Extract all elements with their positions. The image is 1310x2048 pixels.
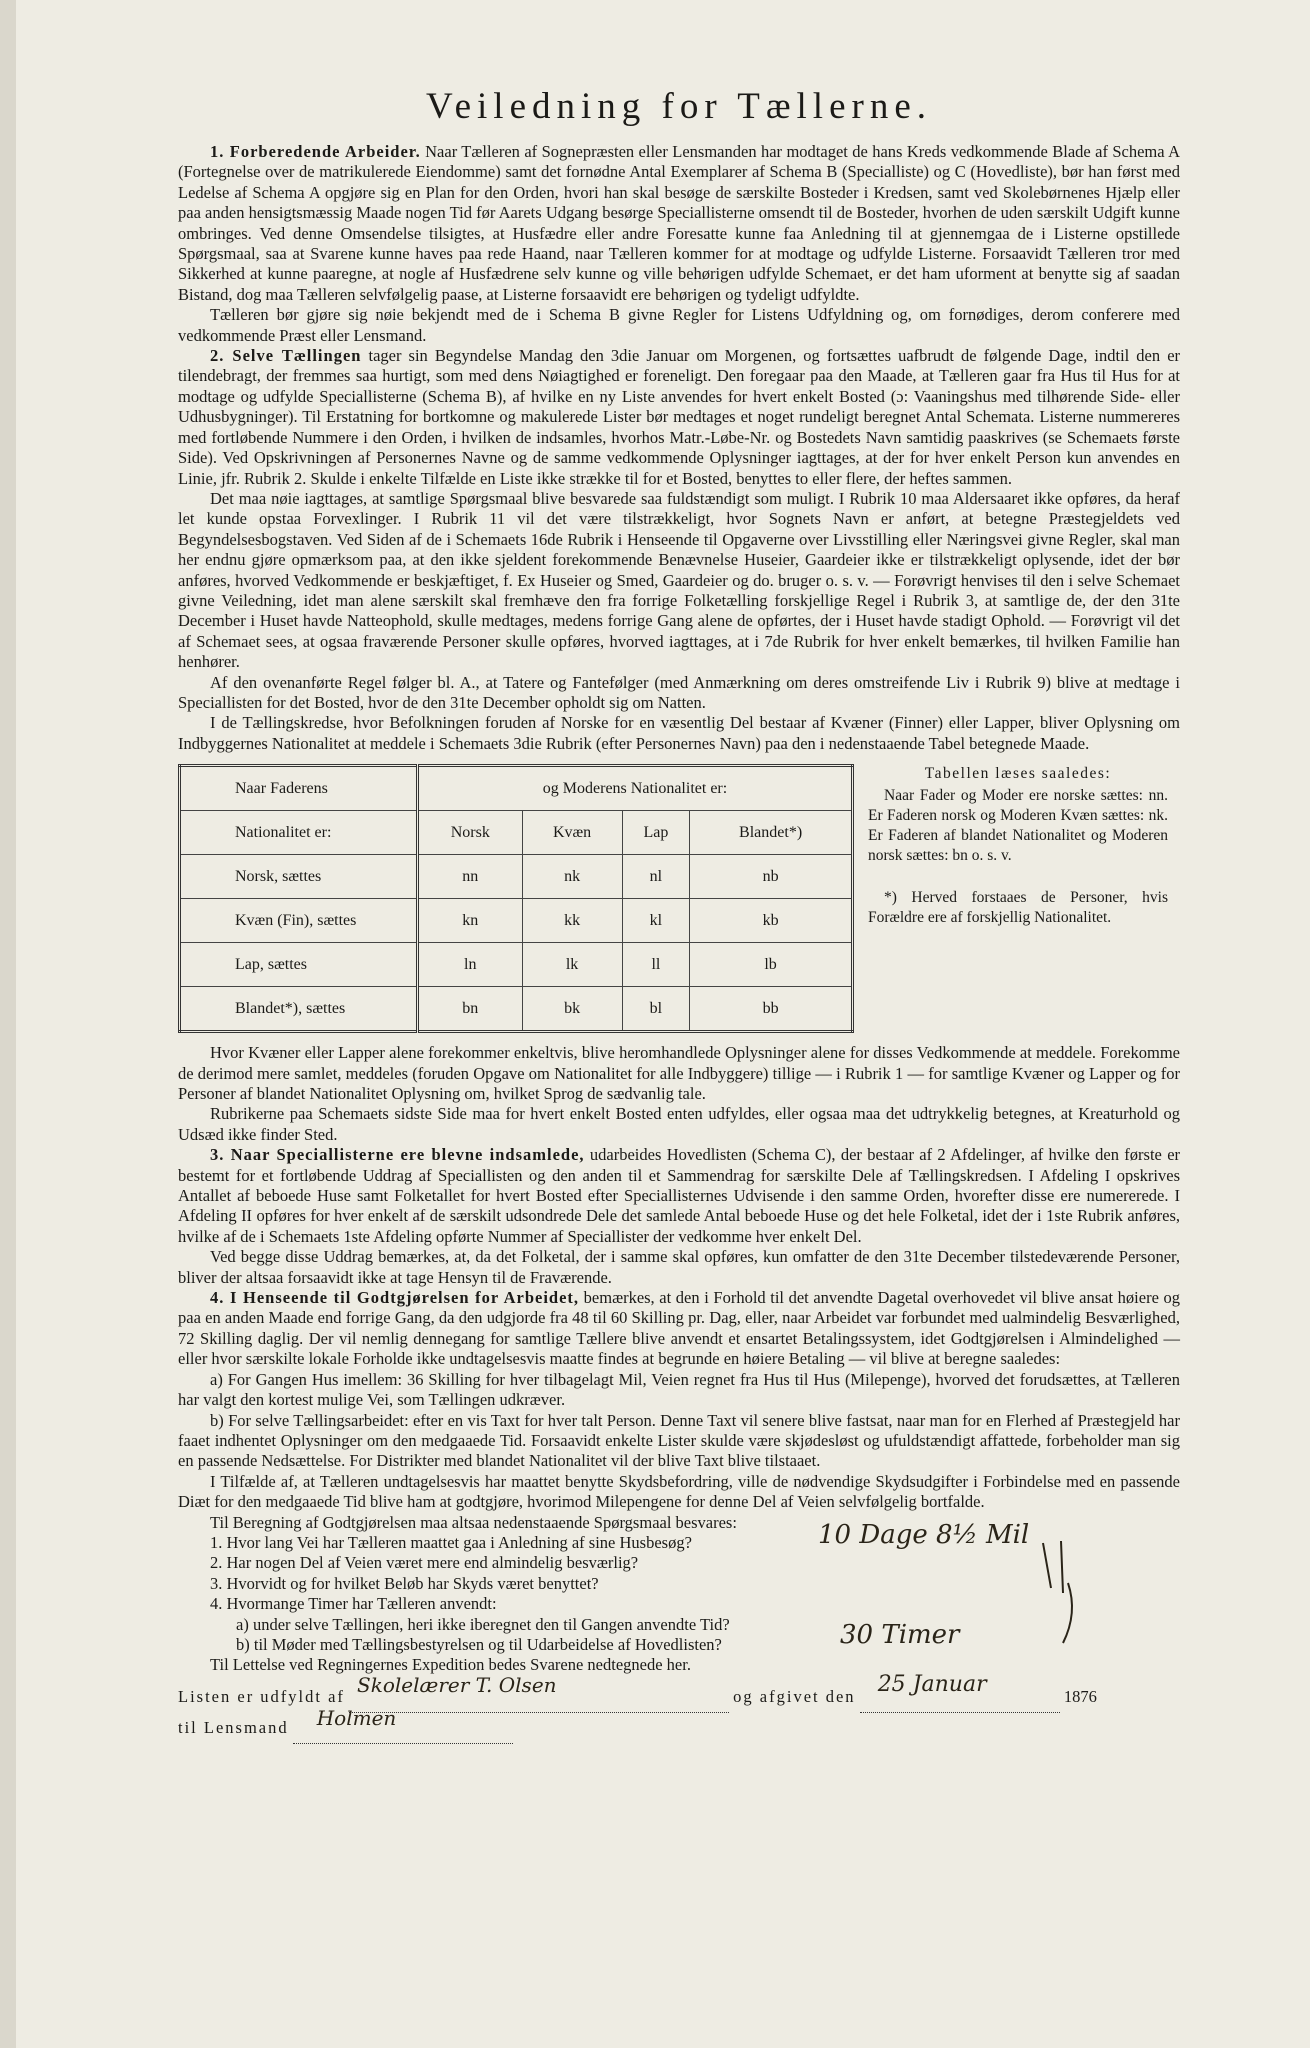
table-col-header: Norsk [418, 811, 523, 855]
section-2b-paragraph-2: Rubrikerne paa Schemaets sidste Side maa for hvert enkelt Bosted enten udfyldes, eller ogsaa maa det udtrykkelig betegnes, at Kreaturhold og Udsæd ikke finder Sted. [178, 1104, 1180, 1144]
table-note [868, 764, 1168, 1033]
table-note-text: Naar Fader og Moder ere norske sættes: nn. Er Faderen norsk og Moderen Kvæn sættes: nk. Er Faderen af blandet Nationalitet og Moderen norsk sættes: bn o. s. v. [868, 787, 1168, 865]
table-cell: ll [622, 943, 690, 987]
table-head-right: og Moderens Nationalitet er: [418, 766, 853, 811]
section-4-text: bemærkes, at den i Forhold til det anvendte Dagetal overhovedet vil blive ansat høiere og paa en anden Maade end forrige Gang, da den udgjorde fra 48 til 60 Skilling pr. Dag, eller, naar Arbeidet var forbundet med ualmindelig Besværlighed, 72 Skilling daglig. Der vil nemlig dennegang for samtlige Tællere blive anvendt et ensartet Betalingssystem, idet Godtgjørelsen i Almindelighed — eller hvor særskilte lokale Forholde ikke undtagelsesvis maatte findes at begrunde en høiere Betaling — vil blive at beregne saaledes: [178, 1288, 1180, 1369]
table-cell: bk [522, 987, 622, 1032]
footer [178, 1671, 1180, 1744]
section-3-text: udarbeides Hovedlisten (Schema C), der bestaar af 2 Afdelinger, af hvilke den første er bestemt for et fortløbende Uddrag af Speciallisten og den anden til et Sammendrag for særskilte Dele af Tællingskredsen. I Afdeling I opskrives Antallet af beboede Huse samt Folketallet for hvert Bosted efter Speciallisternes Udvisende i den samme Orden, hvorefter disse ere numererede. I Afdeling II opføres for hver enkelt af de særskilt udsondrede Dele det samlede Antal beboede Huse og det hele Folketal, idet der i 1ste Rubrik anføres, hvilke af de i Schemaets 1ste Afdeling opførte Nummer af Speciallister der vedkomme hver enkelt Del. [178, 1145, 1181, 1246]
section-3-paragraph-2: Ved begge disse Uddrag bemærkes, at, da det Folketal, der i samme skal opføres, kun omfatter de den 31te December tilstedeværende Personer, bliver der altsaa forsaavidt ikke at tage Hensyn til de Fraværende. [178, 1247, 1180, 1287]
table-cell: kn [418, 899, 523, 943]
table-cell: kl [622, 899, 690, 943]
table-cell: lk [522, 943, 622, 987]
question-3: 3. Hvorvidt og for hvilket Beløb har Skyds været benyttet? [210, 1573, 599, 1593]
section-2-heading: 2. Selve Tællingen [210, 346, 362, 366]
table-cell: nk [522, 855, 622, 899]
question-4: 4. Hvormange Timer har Tælleren anvendt: [210, 1594, 497, 1614]
table-cell: bl [622, 987, 690, 1032]
table-cell: bb [690, 987, 853, 1032]
footer-year: 1876 [1063, 1686, 1097, 1706]
filled-by-field [349, 1672, 729, 1713]
footer-delivered-label: og afgivet den [733, 1686, 856, 1706]
section-2b-paragraph-1: Hvor Kvæner eller Lapper alene forekommer enkeltvis, blive heromhandlede Oplysninger alene for disses Vedkommende at meddele. Forekomme de derimod mere samlet, meddeles (foruden Opgave om Nationalitet for alle Indbyggere) tillige — i Rubrik 1 — for samtlige Kvæner og Lapper og for Personer af blandet Nationalitet Oplysning om, hvilket Sprog de sædvanlig tale. [178, 1043, 1180, 1103]
section-4-item-a: a) For Gangen Hus imellem: 36 Skilling for hver tilbagelagt Mil, Veien regnet fra Hus til Hus (Milepenge), hvorved det forudsættes, at Tælleren har valgt den kortest mulige Vei, som Tællingen udkræver. [178, 1369, 1180, 1410]
section-2-paragraph-3: Af den ovenanførte Regel følger bl. A., at Tatere og Fantefølger (med Anmærkning om deres omstreifende Liv i Rubrik 9) blive at medtage i Speciallisten for det Bosted, hvor de den 31te December opholdt sig om Natten. [178, 672, 1180, 712]
table-row [180, 987, 853, 1032]
question-1-text: 1. Hvor lang Vei har Tælleren maattet gaa i Anledning af sine Husbesøg? [210, 1532, 692, 1552]
table-head-left-2: Nationalitet er: [180, 811, 418, 855]
section-1-paragraph-1 [178, 142, 1180, 305]
table-cell: bn [418, 987, 523, 1032]
table-col-header: Kvæn [522, 811, 622, 855]
delivery-date-handwriting: 25 Januar [877, 1671, 987, 1697]
table-row [180, 943, 853, 987]
table-col-header: Lap [622, 811, 690, 855]
section-4-paragraph-1 [178, 1288, 1180, 1370]
table-cell: kk [522, 899, 622, 943]
nationality-table-block [178, 764, 1180, 1033]
question-4b-text: b) til Møder med Tællingsbestyrelsen og til Udarbeidelse af Hovedlisten? [236, 1634, 722, 1654]
row-label: Blandet*), sættes [180, 987, 418, 1032]
section-3-heading: 3. Naar Speciallisterne ere blevne indsamlede, [210, 1145, 585, 1165]
lensmand-handwriting: Holmen [316, 1705, 397, 1730]
row-label: Lap, sættes [180, 943, 418, 987]
table-row [180, 899, 853, 943]
row-label: Kvæn (Fin), sættes [180, 899, 418, 943]
answer-4b-handwriting: 30 Timer [840, 1619, 960, 1650]
table-cell: kb [690, 899, 853, 943]
delivery-date-field [860, 1671, 1060, 1713]
table-note-footnote: *) Herved forstaaes de Personer, hvis Forældre ere af forskjellig Nationalitet. [868, 889, 1168, 927]
answer-1-handwriting: 10 Dage 8½ Mil [818, 1519, 1030, 1550]
footer-lensmand-label: til Lensmand [178, 1717, 289, 1737]
scribble-mark-icon [1033, 1533, 1093, 1653]
section-4-heading: 4. I Henseende til Godtgjørelsen for Arbeidet, [210, 1288, 580, 1308]
table-cell: nl [622, 855, 690, 899]
section-3-paragraph-1 [178, 1145, 1180, 1247]
section-4-item-b: b) For selve Tællingsarbeidet: efter en vis Taxt for hver talt Person. Denne Taxt vil senere blive fastsat, naar man for en Flerhed af Præstegjeld har faaet indhentet Oplysninger om den medgaaede Tid. Forsaavidt enkelte Lister skulde være skjødesløst og ufuldstændigt affattede, forbeholder man sig en passende Nedsættelse. For Distrikter med blandet Nationalitet vil der blive Taxt blive tilstaaet. [178, 1410, 1180, 1471]
lensmand-field [293, 1705, 513, 1744]
expedition-note: Til Lettelse ved Regningernes Expedition bedes Svarene nedtegnede her. [210, 1655, 691, 1675]
table-col-header: Blandet*) [690, 811, 853, 855]
section-2-text: tager sin Begyndelse Mandag den 3die Januar om Morgenen, og fortsættes uafbrudt de følgende Dage, indtil den er tilendebragt, der fremmes saa hurtigt, som med dens Nøiagtighed er foreneligt. Den foregaar paa den Maade, at Tælleren gaar fra Hus til Hus for at modtage og udfylde Speciallisterne (Schema B), af hvilke en ny Liste anvendes for hvert enkelt Bosted (ɔ: Vaaningshus med tilhørende Side- eller Udhusbygninger). Til Erstatning for bortkomne og makulerede Lister bør medtages et noget rundeligt beregnet Antal Schemata. Listerne nummereres med fortløbende Nummere i den Orden, i hvilken de indsamles, hvorhos Matr.-Løbe-Nr. og Bostedets Navn samtidig paaskrives (se Schemaets første Side). Ved Opskrivningen af Personernes Navne og de samme vedkommende Oplysninger iagttages, at der for hver enkelt Person kun anvendes en Linie, jfr. Rubrik 2. Skulde i enkelte Tilfælde en Liste ikke strække til for et Bosted, benyttes to eller flere, der heftes sammen. [178, 346, 1181, 488]
section-2-paragraph-4: I de Tællingskredse, hvor Befolkningen foruden af Norske for en væsentlig Del bestaar af Kvæner (Finner) eller Lapper, bliver Oplysning om Indbyggernes Nationalitet at meddele i Schemaets 3die Rubrik (efter Personernes Navn) paa den i nedenstaaende Tabel betegnede Maade. [178, 713, 1180, 753]
question-4a: a) under selve Tællingen, heri ikke iberegnet den til Gangen anvendte Tid? [236, 1614, 730, 1634]
section-4-paragraph-2: I Tilfælde af, at Tælleren undtagelsesvis har maattet benytte Skydsbefordring, ville de nødvendige Skydsudgifter i Forbindelse med en passende Diæt for den medgaaede Tid blive ham at godtgjøre, hvorimod Milepengene for denne Del af Veien selvfølgelig bortfalde. [178, 1471, 1180, 1512]
section-1-text: Naar Tælleren af Sognepræsten eller Lensmanden har modtaget de hans Kreds vedkommende Blade af Schema A (Fortegnelse over de matrikulerede Eiendomme) samt det fornødne Antal Exemplarer af Schema B (Specialliste) og C (Hovedliste), bør han først med Ledelse af Schema A opgjøre sig en Plan for den Orden, hvori han skal besøge de særskilte Bosteder i Kredsen, samt ved Skolebørnenes Hjælp eller paa anden hensigtsmæssig Maade nogen Tid før Aarets Udgang besørge Speciallisterne omsendt til de Bosteder, hvorhen de uden særskilt Udgift kunne ombringes. Ved denne Omsendelse tilsigtes, at Husfædre eller andre Foresatte kunne faa Anledning til at gjennemgaa de i Listerne opstillede Spørgsmaal, saa at Svarene kunne haves paa rede Haand, naar Tælleren kommer for at modtage og udfylde Listerne. Forsaavidt Tælleren tror med Sikkerhed at kunne paaregne, at nogle af Husfædrene selv kunne og ville behørigen udfylde Schemaet, er det ham uforment at benytte sig af saadan Bistand, dog maa Tælleren selvfølgelig paase, at Listerne forsaavidt ere behørigen og tydeligt udfyldte. [178, 142, 1180, 304]
filled-by-handwriting: Skolelærer T. Olsen [357, 1672, 557, 1697]
table-cell: lb [690, 943, 853, 987]
table-cell: nn [418, 855, 523, 899]
table-cell: ln [418, 943, 523, 987]
table-row [180, 855, 853, 899]
footer-line-2 [178, 1705, 1180, 1744]
row-label: Norsk, sættes [180, 855, 418, 899]
section-2-paragraph-2: Det maa nøie iagttages, at samtlige Spørgsmaal blive besvarede saa fuldstændigt som muligt. I Rubrik 10 maa Aldersaaret ikke opføres, da heraf let kunde opstaa Forvexlinger. I Rubrik 11 vil det være tilstrækkeligt, hvor Sognets Navn er anført, at betegne Præstegjeldets ved Begyndelsesbogstaven. Ved Siden af de i Schemaets 16de Rubrik i Henseende til Opgaverne over Livsstilling eller Næringsvei givne Regler, skal man her endnu gjøre opmærksom paa, at den ikke sjeldent forekommende Benævnelse Huseier, Gaardeier ikke er tilstrækkeligt oplysende, idet der bør anføres, hvorved Vedkommende er beskjæftiget, f. Ex Huseier og Smed, Gaardeier og do. bruger o. s. v. — Forøvrigt henvises til den i selve Schemaet givne Veiledning, idet man alene særskilt skal fremhæve den fra forrige Folketælling forskjellige Regel i Rubrik 3, at samtlige de, der den 31te December i Huset havde Natteophold, skulle medtages, medens forrige Gang alene de opførtes, der i Huset havde stadigt Ophold. — Forøvrigt vil det af Schemaet sees, at ogsaa fraværende Personer skulle opføres, hvorved iagttages, at i 7de Rubrik for hver enkelt bemærkes, til hvilken Familie han henhører. [178, 488, 1180, 672]
section-1-paragraph-2: Tælleren bør gjøre sig nøie bekjendt med de i Schema B givne Regler for Listens Udfyldning og, om fornødiges, derom conferere med vedkommende Præst eller Lensmand. [178, 305, 1180, 345]
section-4-paragraph-3: Til Beregning af Godtgjørelsen maa altsaa nedenstaaende Spørgsmaal besvares: [210, 1512, 737, 1532]
table-cell: nb [690, 855, 853, 899]
section-1-heading: 1. Forberedende Arbeider. [210, 142, 421, 161]
question-2: 2. Har nogen Del af Veien været mere end almindelig besværlig? [210, 1553, 639, 1573]
footer-filled-by-label: Listen er udfyldt af [178, 1686, 345, 1706]
section-2-paragraph-1 [178, 346, 1180, 489]
page-title: Veiledning for Tællerne. [425, 86, 933, 127]
table-note-heading: Tabellen læses saaledes: [924, 765, 1112, 783]
nationality-table [178, 764, 854, 1033]
table-head-left-1: Naar Faderens [180, 766, 418, 811]
